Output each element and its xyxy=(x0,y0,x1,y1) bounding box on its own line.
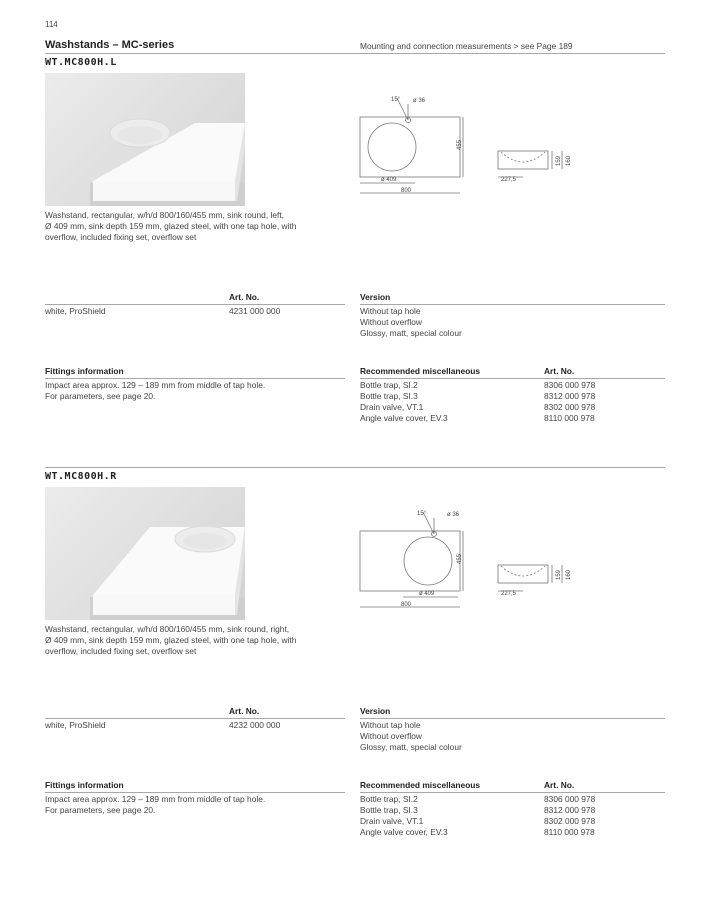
misc-header: Recommended miscellaneous xyxy=(360,780,481,790)
technical-drawing xyxy=(355,92,585,202)
misc-item-artno: 8302 000 978 xyxy=(544,816,596,826)
misc-item-artno: 8312 000 978 xyxy=(544,391,596,401)
drawing-side-offset: 227,5 xyxy=(501,177,517,183)
mounting-note: Mounting and connection measurements > see Page 189 xyxy=(360,41,573,51)
version-header: Version xyxy=(360,706,391,716)
drawing-width: 800 xyxy=(401,602,412,608)
misc-item-name: Angle valve cover, EV.3 xyxy=(360,413,448,423)
page-title: Washstands – MC-series xyxy=(45,39,175,51)
fittings-line: For parameters, see page 20. xyxy=(45,391,156,401)
table-rule xyxy=(45,792,345,793)
table-rule xyxy=(360,378,665,379)
drawing-depth: 455 xyxy=(457,553,463,564)
fittings-info xyxy=(45,794,265,816)
fittings-header: Fittings information xyxy=(45,366,124,376)
description-line: Ø 409 mm, sink depth 159 mm, glazed steel, with one tap hole, with xyxy=(45,221,297,231)
section-divider xyxy=(45,467,665,468)
misc-item-artno: 8306 000 978 xyxy=(544,794,596,804)
fittings-line: For parameters, see page 20. xyxy=(45,805,156,815)
misc-header: Recommended miscellaneous xyxy=(360,366,481,376)
version-item: Without overflow xyxy=(360,317,422,327)
misc-artno-list xyxy=(544,380,595,424)
table-rule xyxy=(360,718,665,719)
drawing-sink-depth: 159 xyxy=(556,569,562,580)
misc-item-name: Bottle trap, SI.2 xyxy=(360,794,418,804)
version-list xyxy=(360,720,462,753)
misc-item-artno: 8302 000 978 xyxy=(544,402,596,412)
misc-artno-header: Art. No. xyxy=(544,366,575,376)
version-item: Glossy, matt, special colour xyxy=(360,742,462,752)
misc-list xyxy=(360,794,448,838)
drawing-tap-dia: ø 36 xyxy=(413,98,426,104)
misc-item-name: Angle valve cover, EV.3 xyxy=(360,827,448,837)
misc-artno-list xyxy=(544,794,595,838)
drawing-side-offset: 227,5 xyxy=(501,591,517,597)
version-list xyxy=(360,306,462,339)
misc-list xyxy=(360,380,448,424)
fittings-info xyxy=(45,380,265,402)
misc-item-name: Bottle trap, SI.3 xyxy=(360,391,418,401)
misc-item-name: Drain valve, VT.1 xyxy=(360,402,424,412)
product-code: WT.MC800H.L xyxy=(45,57,117,68)
description-line: Washstand, rectangular, w/h/d 800/160/455 mm, sink round, left, xyxy=(45,210,284,220)
table-rule xyxy=(360,792,665,793)
misc-item-artno: 8306 000 978 xyxy=(544,380,596,390)
table-rule xyxy=(45,304,345,305)
misc-item-artno: 8312 000 978 xyxy=(544,805,596,815)
product-photo xyxy=(45,487,245,620)
version-item: Without tap hole xyxy=(360,720,421,730)
product-description xyxy=(45,624,335,657)
misc-item-artno: 8110 000 978 xyxy=(544,827,595,837)
drawing-height: 160 xyxy=(566,569,572,580)
misc-item-name: Bottle trap, SI.2 xyxy=(360,380,418,390)
product-code: WT.MC800H.R xyxy=(45,471,117,482)
finish-label: white, ProShield xyxy=(45,306,106,316)
fittings-line: Impact area approx. 129 – 189 mm from middle of tap hole. xyxy=(45,794,266,804)
product-photo xyxy=(45,73,245,206)
fittings-header: Fittings information xyxy=(45,780,124,790)
drawing-sink-depth: 159 xyxy=(556,155,562,166)
description-line: Washstand, rectangular, w/h/d 800/160/455 mm, sink round, right, xyxy=(45,624,290,634)
article-number: 4231 000 000 xyxy=(229,306,281,316)
drawing-depth: 455 xyxy=(457,139,463,150)
misc-item-name: Bottle trap, SI.3 xyxy=(360,805,418,815)
misc-item-artno: 8110 000 978 xyxy=(544,413,595,423)
fittings-line: Impact area approx. 129 – 189 mm from middle of tap hole. xyxy=(45,380,266,390)
version-header: Version xyxy=(360,292,391,302)
washstand-illustration xyxy=(45,487,245,620)
description-line: overflow, included fixing set, overflow set xyxy=(45,232,197,242)
table-rule xyxy=(45,378,345,379)
finish-label: white, ProShield xyxy=(45,720,106,730)
drawing-width: 800 xyxy=(401,188,412,194)
drawing-tap-angle: 15° xyxy=(417,511,427,517)
drawing-height: 160 xyxy=(566,155,572,166)
version-item: Without tap hole xyxy=(360,306,421,316)
misc-item-name: Drain valve, VT.1 xyxy=(360,816,424,826)
version-item: Glossy, matt, special colour xyxy=(360,328,462,338)
technical-drawing xyxy=(355,506,585,616)
description-line: Ø 409 mm, sink depth 159 mm, glazed steel, with one tap hole, with xyxy=(45,635,297,645)
page-number: 114 xyxy=(45,20,58,29)
drawing-sink-dia: ø 409 xyxy=(381,177,397,183)
version-item: Without overflow xyxy=(360,731,422,741)
description-line: overflow, included fixing set, overflow set xyxy=(45,646,197,656)
article-number: 4232 000 000 xyxy=(229,720,281,730)
artno-header: Art. No. xyxy=(229,706,260,716)
artno-header: Art. No. xyxy=(229,292,260,302)
table-rule xyxy=(45,718,345,719)
washstand-illustration xyxy=(45,73,245,206)
product-description xyxy=(45,210,335,243)
drawing-tap-dia: ø 36 xyxy=(447,512,460,518)
drawing-tap-angle: 15° xyxy=(391,97,401,103)
header-rule xyxy=(45,53,665,54)
drawing-sink-dia: ø 409 xyxy=(419,591,435,597)
misc-artno-header: Art. No. xyxy=(544,780,575,790)
table-rule xyxy=(360,304,665,305)
